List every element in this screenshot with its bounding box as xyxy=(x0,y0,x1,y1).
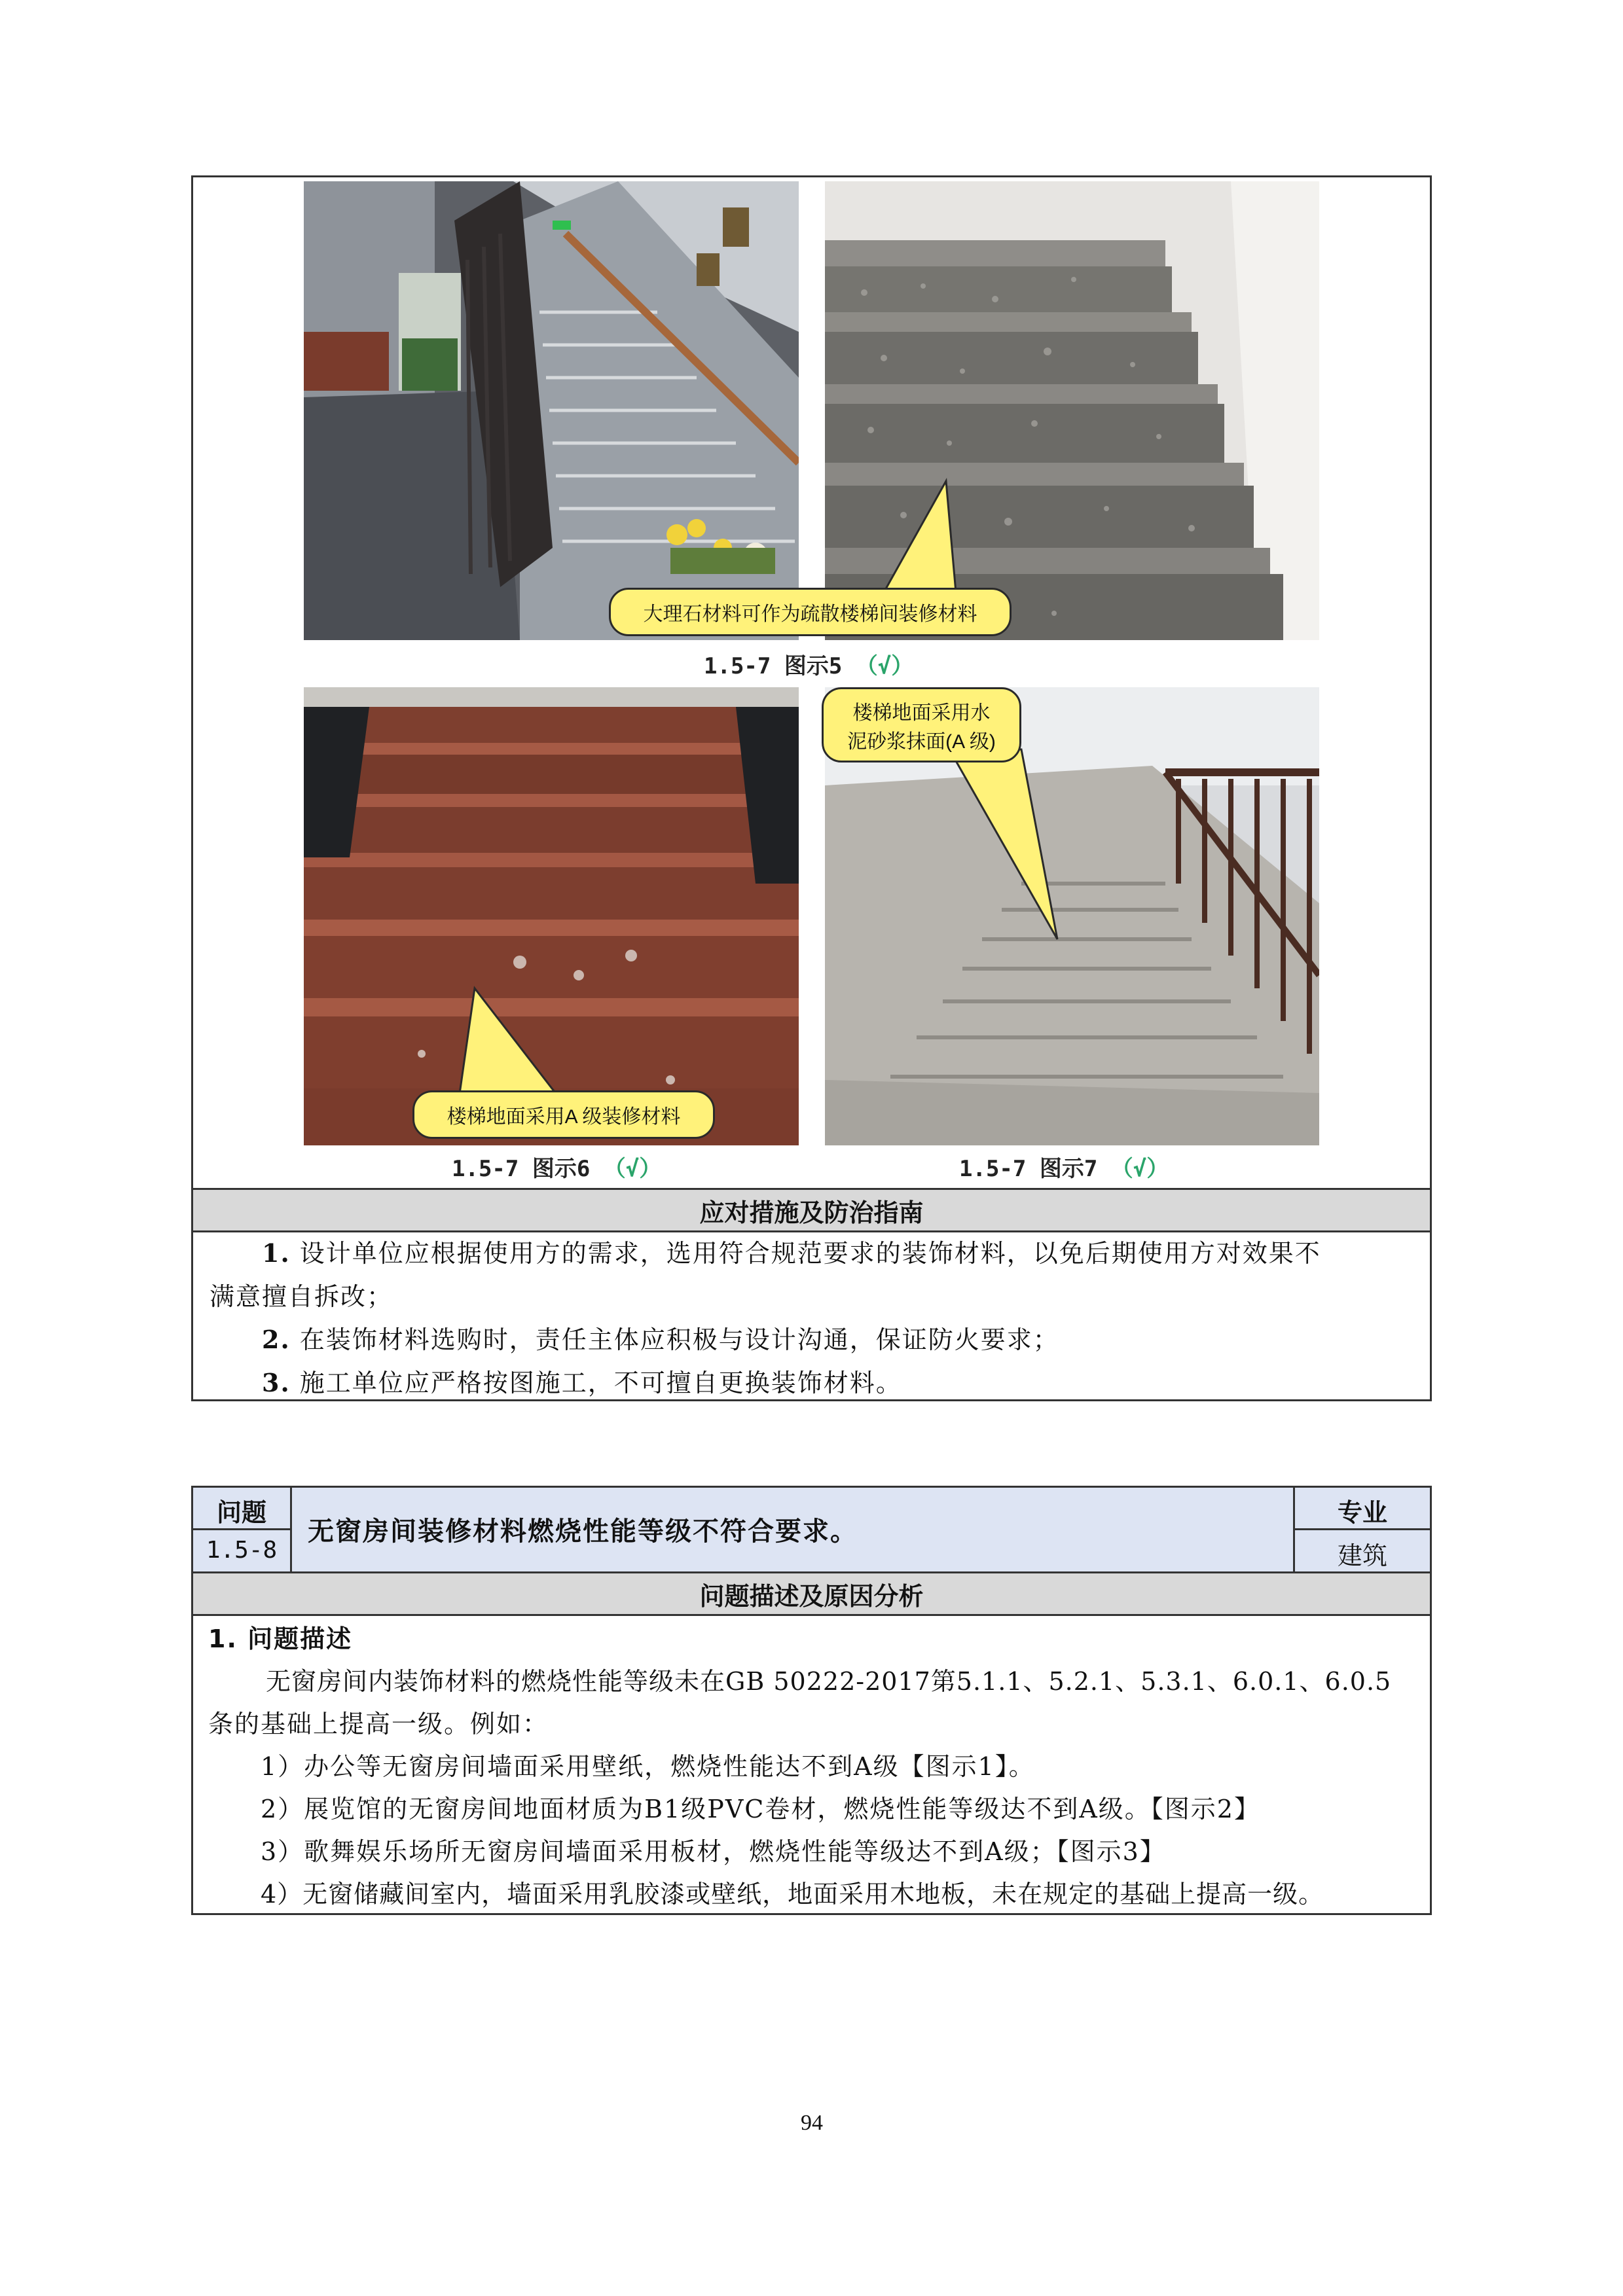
analysis-title: 问题描述及原因分析 xyxy=(699,1581,924,1611)
callout-floor-a-text: 楼梯地面采用A 级装修材料 xyxy=(447,1106,681,1128)
measure-text: 在装饰材料选购时，责任主体应积极与设计沟通，保证防火要求； xyxy=(299,1325,1059,1354)
desc-line: 无窗房间内装饰材料的燃烧性能等级未在GB 50222-2017第5.1.1、5.2.1、5.3.1、6.0.1、6.0.5 xyxy=(266,1667,1392,1696)
callout-cement xyxy=(822,687,1021,762)
measure-text: 设计单位应根据使用方的需求，选用符合规范要求的装饰材料，以免后期使用方对效果不 xyxy=(299,1239,1321,1268)
callout-cement-line2: 泥砂浆抹面(A 级) xyxy=(847,730,996,753)
desc-heading: 1. 问题描述 xyxy=(208,1624,353,1653)
desc-line: 条的基础上提高一级。例如： xyxy=(208,1710,549,1738)
measure-item-3 xyxy=(210,1361,1421,1405)
measures-title: 应对措施及防治指南 xyxy=(699,1198,924,1227)
measure-num: 3. xyxy=(262,1368,291,1397)
caption-fig7 xyxy=(959,1151,1169,1183)
check-mark: （√） xyxy=(855,653,914,679)
example-1: 1）办公等无窗房间墙面采用壁纸，燃烧性能达不到A级【图示1】。 xyxy=(261,1752,1035,1781)
caption-fig5-label: 1.5-7 图示5 xyxy=(704,653,843,679)
issue-label: 问题 xyxy=(216,1498,266,1527)
analysis-header xyxy=(193,1573,1430,1614)
callout-marble-text: 大理石材料可作为疏散楼梯间装修材料 xyxy=(643,603,977,625)
measure-text: 施工单位应严格按图施工，不可擅自更换装饰材料。 xyxy=(299,1369,902,1397)
major-label: 专业 xyxy=(1337,1498,1387,1527)
caption-fig6-label: 1.5-7 图示6 xyxy=(452,1156,591,1182)
callout-cement-line1: 楼梯地面采用水 xyxy=(852,702,991,724)
callout-floor-a xyxy=(412,1090,715,1139)
stairwell-photo-1 xyxy=(304,181,799,640)
measure-item-2 xyxy=(210,1318,1421,1361)
caption-fig6 xyxy=(452,1151,661,1183)
caption-fig5 xyxy=(704,648,913,680)
check-mark: （√） xyxy=(603,1156,662,1182)
divider xyxy=(191,1528,291,1530)
callout-marble xyxy=(609,588,1012,636)
callout-cement-pointer xyxy=(943,746,1061,942)
divider xyxy=(1293,1528,1432,1530)
check-mark: （√） xyxy=(1110,1156,1169,1182)
divider xyxy=(191,1614,1432,1616)
caption-fig7-label: 1.5-7 图示7 xyxy=(959,1156,1098,1182)
measure-num: 1. xyxy=(262,1238,291,1268)
measure-item-1-cont: 满意擅自拆改； xyxy=(210,1282,393,1311)
major-value: 建筑 xyxy=(1337,1541,1387,1570)
example-2: 2）展览馆的无窗房间地面材质为B1级PVC卷材，燃烧性能等级达不到A级。【图示2】 xyxy=(261,1795,1260,1823)
measures-body xyxy=(210,1232,1421,1405)
issue-code: 1.5-8 xyxy=(206,1537,278,1564)
measures-header xyxy=(193,1190,1430,1230)
callout-marble-pointer xyxy=(877,478,962,596)
example-4: 4）无窗储藏间室内，墙面采用乳胶漆或壁纸，地面采用木地板，未在规定的基础上提高一级。 xyxy=(261,1880,1324,1909)
issue-title: 无窗房间装修材料燃烧性能等级不符合要求。 xyxy=(308,1516,858,1547)
callout-floor-pointer xyxy=(439,985,570,1106)
issue-description xyxy=(208,1618,1426,1916)
example-3: 3）歌舞娱乐场所无窗房间墙面采用板材，燃烧性能等级达不到A级；【图示3】 xyxy=(261,1837,1166,1866)
page-number: 94 xyxy=(801,2111,823,2135)
measure-item-1 xyxy=(210,1232,1421,1275)
measure-num: 2. xyxy=(262,1325,291,1354)
